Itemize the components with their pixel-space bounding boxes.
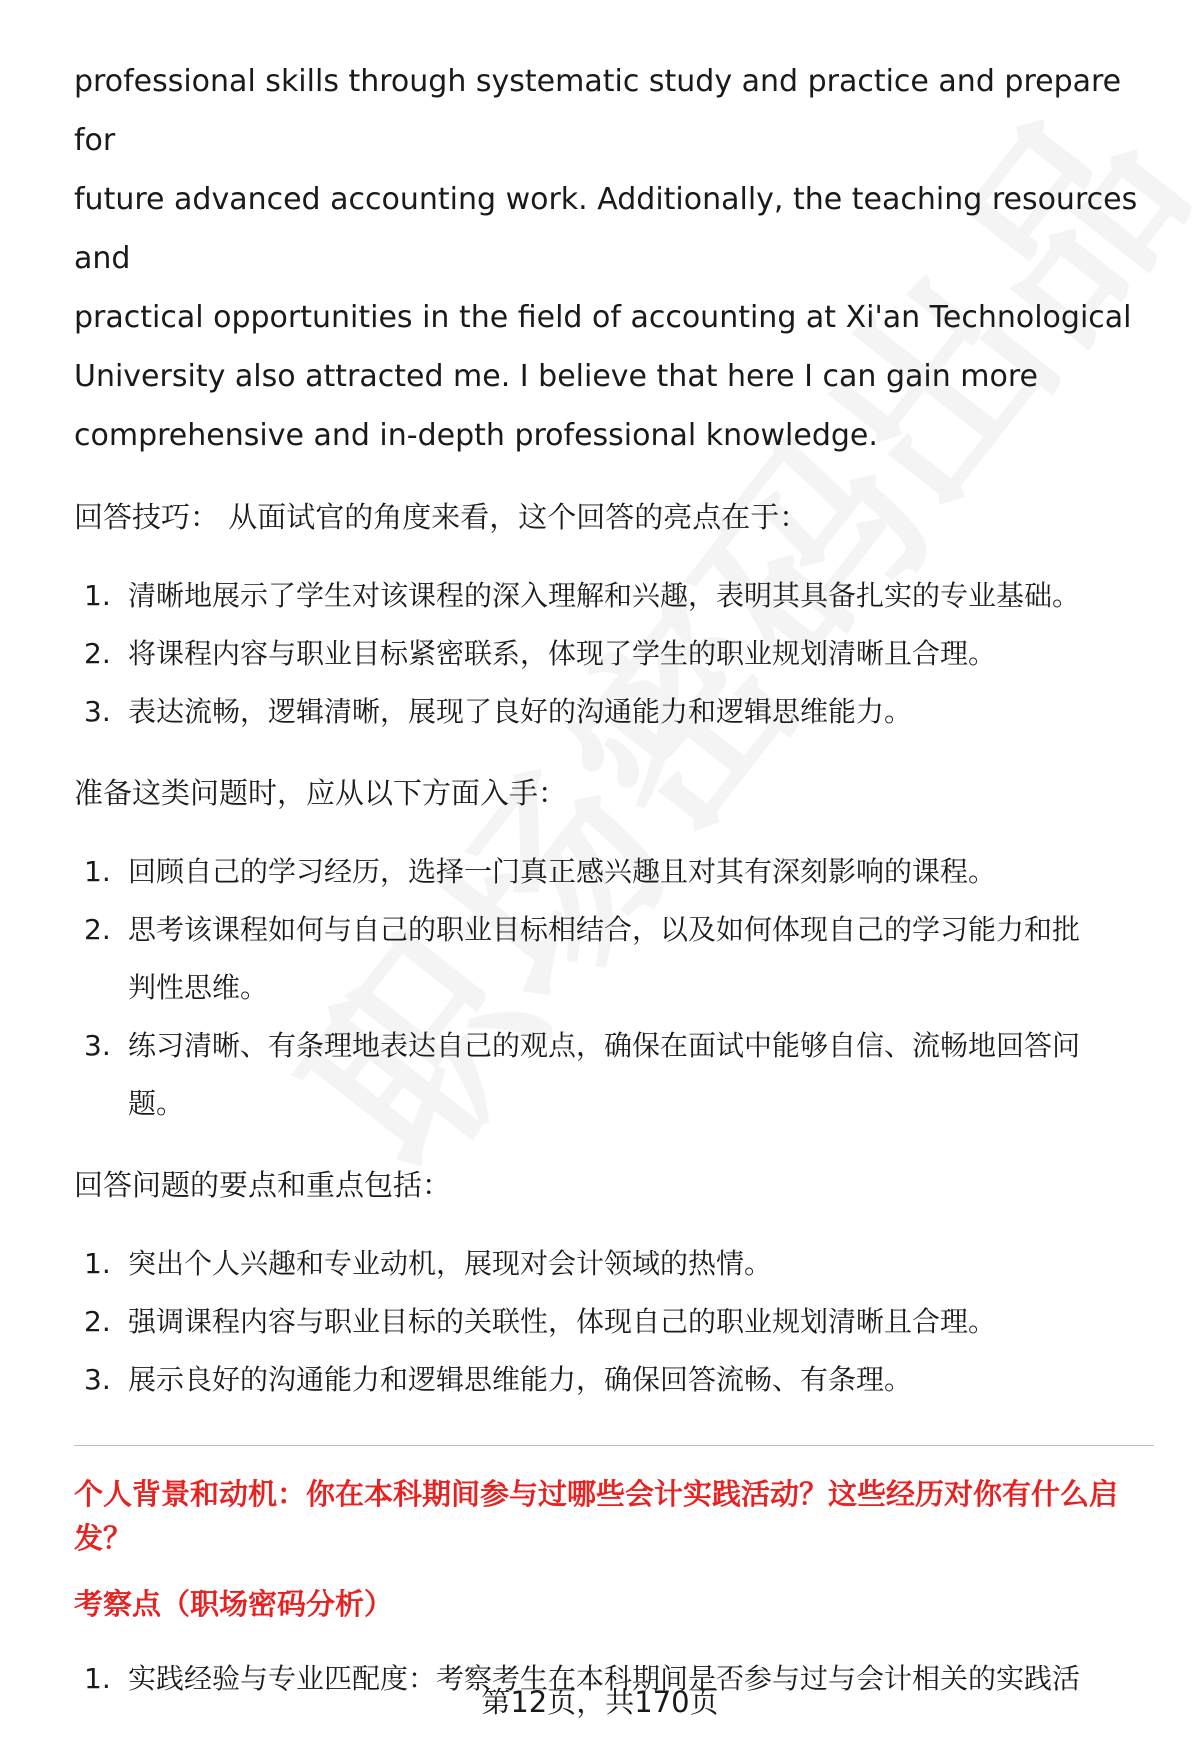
key-points-label: 回答问题的要点和重点包括： [74,1168,452,1202]
intro-paragraph [74,52,1154,465]
list-item: 1. 实践经验与专业匹配度：考察考生在本科期间是否参与过与会计相关的实践活 [84,1662,1081,1695]
list-item: 3. 练习清晰、有条理地表达自己的观点，确保在面试中能够自信、流畅地回答问 题。 [84,1029,1081,1120]
intro-line: future advanced accounting work. Additionally, the teaching resources and [74,182,1138,276]
intro-line: practical opportunities in the field of accounting at Xi'an Technological [74,300,1132,335]
section-divider [74,1445,1154,1446]
page-footer: 第12页，共170页 [481,1685,719,1719]
tips-label: 回答技巧： 从面试官的角度来看，这个回答的亮点在于： [74,500,809,534]
list-item: 1. 突出个人兴趣和专业动机，展现对会计领域的热情。 [84,1247,773,1280]
list-item: 2. 将课程内容与职业目标紧密联系，体现了学生的职业规划清晰且合理。 [84,637,997,670]
sub-heading: 考察点（职场密码分析） [74,1587,394,1621]
list-item: 1. 清晰地展示了学生对该课程的深入理解和兴趣，表明其具备扎实的专业基础。 [84,579,1081,612]
key-points-list [74,1235,1154,1409]
question-title-line: 发？ [74,1521,133,1555]
list-item: 3. 表达流畅，逻辑清晰，展现了良好的沟通能力和逻辑思维能力。 [84,695,913,728]
prepare-list [74,843,1154,1133]
list-item: 3. 展示良好的沟通能力和逻辑思维能力，确保回答流畅、有条理。 [84,1363,913,1396]
tips-list [74,567,1154,741]
list-item: 2. 思考该课程如何与自己的职业目标相结合，以及如何体现自己的学习能力和批 判性思维。 [84,913,1081,1004]
intro-line: University also attracted me. I believe that here I can gain more [74,359,1038,394]
list-item: 2. 强调课程内容与职业目标的关联性，体现自己的职业规划清晰且合理。 [84,1305,997,1338]
question-heading [74,1472,1154,1560]
question-title-line: 个人背景和动机：你在本科期间参与过哪些会计实践活动？这些经历对你有什么启 [74,1477,1119,1511]
intro-line: professional skills through systematic study and practice and prepare for [74,64,1122,158]
prepare-label: 准备这类问题时，应从以下方面入手： [74,776,568,810]
page-content [74,52,1154,1708]
intro-line: comprehensive and in-depth professional knowledge. [74,418,878,453]
list-item: 1. 回顾自己的学习经历，选择一门真正感兴趣且对其有深刻影响的课程。 [84,855,997,888]
